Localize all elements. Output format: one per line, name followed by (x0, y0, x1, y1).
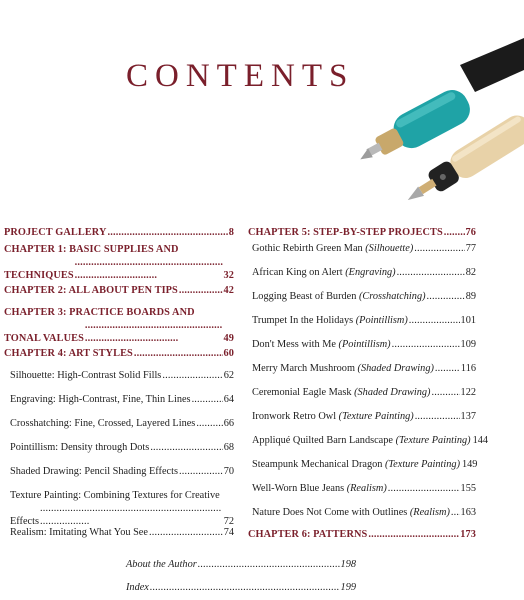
toc-subentry[interactable]: Appliqué Quilted Barn Landscape (Texture Painting) 144 (252, 435, 489, 446)
back-matter-entry[interactable]: Index . . . 199 (126, 581, 356, 594)
toc-entry[interactable]: CHAPTER 4: ART STYLES . . . 60 (4, 347, 234, 360)
toc-subentry[interactable]: Merry March Mushroom (Shaded Drawing) . . . 116 (252, 362, 476, 375)
toc-subentry[interactable]: Pointillism: Density through Dots . . . 68 (10, 441, 234, 454)
left-column (4, 218, 234, 539)
toc-subentry[interactable]: Realism: Imitating What You See . . . 74 (10, 526, 234, 539)
toc-subentry[interactable]: African King on Alert (Engraving) . . . 82 (252, 266, 476, 279)
toc-subentry[interactable]: Ceremonial Eagle Mask (Shaded Drawing) . . . 122 (252, 386, 476, 399)
right-column (248, 218, 489, 541)
toc-subentry[interactable]: Well-Worn Blue Jeans (Realism) . . . 155 (252, 482, 476, 495)
toc-subentry[interactable]: Steampunk Mechanical Dragon (Texture Painting) 149 (252, 459, 478, 470)
toc-entry[interactable]: CHAPTER 1: BASIC SUPPLIES AND TECHNIQUES . . . 32 (4, 243, 234, 269)
toc-subentry[interactable]: Nature Does Not Come with Outlines (Realism) . . . 163 (252, 506, 476, 519)
toc-subentry[interactable]: Gothic Rebirth Green Man (Silhouette) . . . 77 (252, 242, 476, 255)
toc-entry[interactable]: CHAPTER 2: ALL ABOUT PEN TIPS . . . 42 (4, 284, 234, 297)
toc-entry[interactable]: PROJECT GALLERY . . . 8 (4, 218, 234, 239)
toc-subentry[interactable]: Silhouette: High-Contrast Solid Fills . . . 62 (10, 369, 234, 382)
toc-entry[interactable]: CHAPTER 5: STEP-BY-STEP PROJECTS . . . 76 (248, 218, 476, 239)
back-matter-entry[interactable]: About the Author . . . 198 (126, 558, 356, 571)
chapter5-projects (248, 242, 489, 519)
toc-subentry[interactable]: Crosshatching: Fine, Crossed, Layered Lines . . . 66 (10, 417, 234, 430)
toc-subentry[interactable]: Shaded Drawing: Pencil Shading Effects . . . 70 (10, 465, 234, 478)
toc-subentry[interactable]: Trumpet In the Holidays (Pointillism) . . . 101 (252, 314, 476, 327)
toc-subentry[interactable]: Ironwork Retro Owl (Texture Painting) . . . 137 (252, 410, 476, 423)
page-title: CONTENTS (126, 58, 355, 94)
toc-subentry[interactable]: Engraving: High-Contrast, Fine, Thin Lines . . . 64 (10, 393, 234, 406)
toc-subentry[interactable]: Texture Painting: Combining Textures for Creative Effects . . . 72 (10, 489, 234, 515)
toc-subentry[interactable]: Logging Beast of Burden (Crosshatching) . . . 89 (252, 290, 476, 303)
toc-entry[interactable]: CHAPTER 6: PATTERNS . . . 173 (248, 528, 476, 541)
woodburning-pens-image (350, 30, 524, 200)
toc-subentry[interactable]: Don't Mess with Me (Pointillism) . . . 109 (252, 338, 476, 351)
toc-entry[interactable]: CHAPTER 3: PRACTICE BOARDS AND TONAL VALUES . . . 49 (4, 306, 234, 332)
